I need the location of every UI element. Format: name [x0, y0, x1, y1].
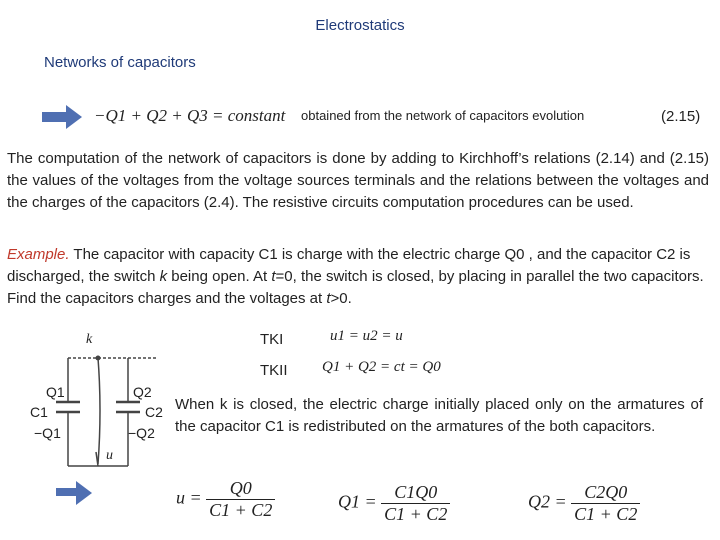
- circuit-label-u: u: [106, 448, 113, 463]
- circuit-label-q2-bottom: −Q2: [128, 425, 155, 441]
- equation-2-15: −Q1 + Q2 + Q3 = constant: [94, 106, 286, 125]
- result-u-fraction: [206, 478, 275, 521]
- switch-k-blade: [98, 358, 100, 464]
- result-u-lhs: u =: [176, 487, 202, 508]
- page-title: Electrostatics: [315, 17, 405, 34]
- switch-pivot: [96, 356, 101, 361]
- example-text-3: =0, the switch is closed, by placing in parallel the two capacitors. Find the capacitors charges and the voltages at: [7, 268, 704, 307]
- right-arrow-icon: [42, 112, 66, 122]
- circuit-label-c2: C2: [145, 404, 163, 420]
- result-q1-fraction: [381, 482, 450, 525]
- circuit-diagram: [28, 330, 168, 470]
- result-q2-lhs: Q2 =: [528, 491, 567, 512]
- result-u: [176, 478, 275, 521]
- result-q1: [338, 482, 450, 525]
- example-k: k: [159, 268, 168, 285]
- voltage-u-arrow: [96, 452, 98, 466]
- result-u-numerator: Q0: [206, 478, 275, 500]
- example-text-4: >0.: [330, 290, 352, 307]
- equation-2-15-description: obtained from the network of capacitors evolution: [301, 108, 585, 123]
- result-q2-numerator: C2Q0: [571, 482, 640, 504]
- circuit-label-q1-top: Q1: [46, 384, 65, 400]
- example-text-2: being open. At: [167, 268, 272, 285]
- result-q2: [528, 482, 640, 525]
- result-q1-lhs: Q1 =: [338, 491, 377, 512]
- tki-label: TKI: [260, 331, 284, 348]
- example-text-1: The capacitor with capacity C1 is charge with the electric charge Q0 , and the capacitor C2 is discharged, the switch: [7, 246, 691, 285]
- example-label: Example.: [7, 246, 70, 263]
- example-paragraph: [7, 244, 709, 310]
- tki-equation: u1 = u2 = u: [330, 328, 403, 344]
- result-q1-numerator: C1Q0: [381, 482, 450, 504]
- right-arrow-icon: [56, 488, 76, 496]
- result-q1-denominator: C1 + C2: [384, 504, 448, 524]
- circuit-label-q1-bottom: −Q1: [34, 425, 61, 441]
- equation-2-15-number: (2.15): [661, 108, 701, 125]
- circuit-label-c1: C1: [30, 404, 48, 420]
- example-t2: t: [326, 290, 331, 307]
- result-u-denominator: C1 + C2: [209, 500, 273, 520]
- result-q2-denominator: C1 + C2: [574, 504, 638, 524]
- example-t1: t: [271, 268, 276, 285]
- redistribution-paragraph: When k is closed, the electric charge initially placed only on the armatures of the capacitor C1 is redistributed on the armatures of the both capacitors.: [175, 396, 703, 435]
- computation-paragraph: The computation of the network of capacitors is done by adding to Kirchhoff’s relations (2.14) and (2.15) the values of the voltages from the voltage sources terminals and the relations between the voltages and the charges of the capacitors (2.4). The resistive circuits computation procedures can be used.: [7, 150, 709, 211]
- tkii-equation: Q1 + Q2 = ct = Q0: [322, 359, 441, 375]
- circuit-label-k: k: [86, 332, 93, 347]
- tkii-label: TKII: [260, 362, 288, 379]
- circuit-label-q2-top: Q2: [133, 384, 152, 400]
- result-q2-fraction: [571, 482, 640, 525]
- section-subtitle: Networks of capacitors: [44, 54, 196, 71]
